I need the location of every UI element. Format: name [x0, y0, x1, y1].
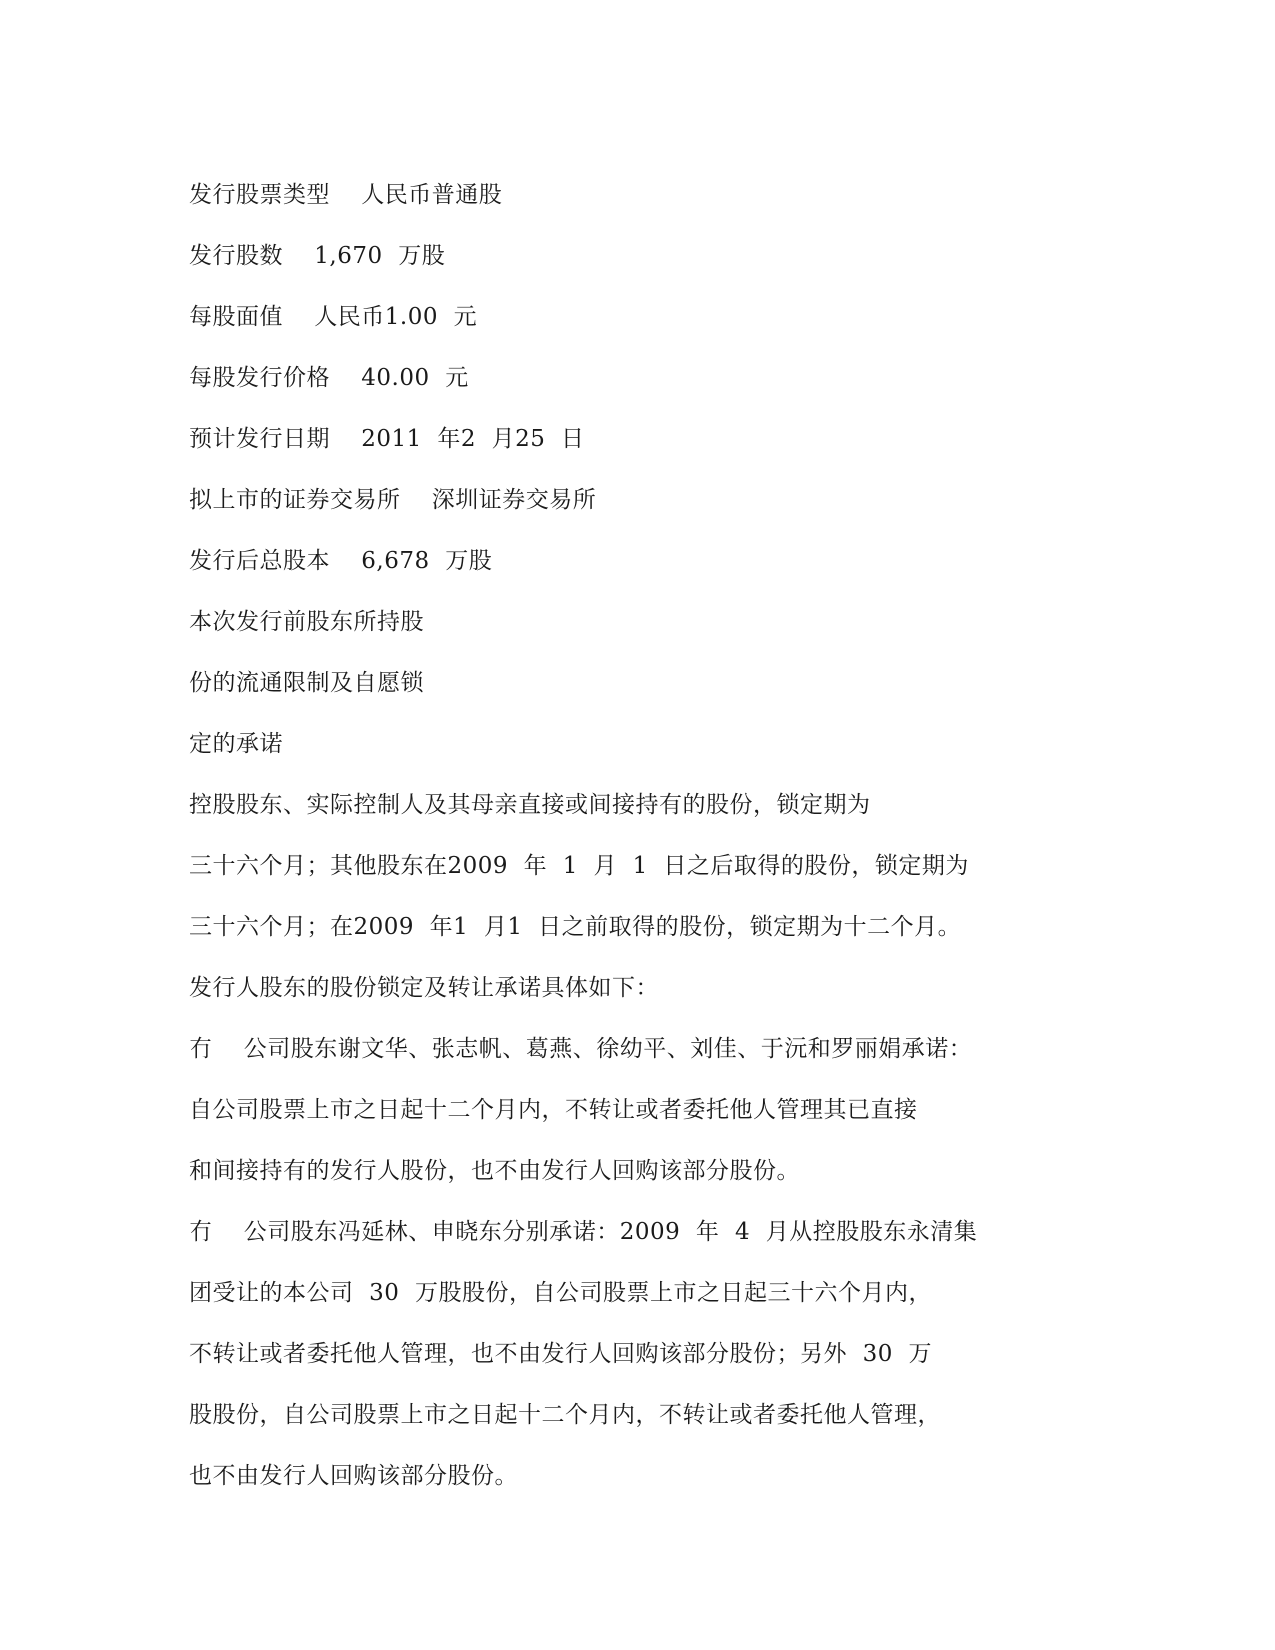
body-text-line: 三十六个月；在2009 年1 月1 日之前取得的股份，锁定期为十二个月。	[189, 914, 962, 940]
issue-share-count-line: 发行股数 1,670 万股	[189, 243, 446, 269]
lockup-heading-line-3: 定的承诺	[189, 731, 283, 757]
body-text-line: 和间接持有的发行人股份，也不由发行人回购该部分股份。	[189, 1158, 800, 1184]
issue-stock-type-line: 发行股票类型 人民币普通股	[189, 182, 503, 208]
lockup-heading-line-2: 份的流通限制及自愿锁	[189, 670, 424, 696]
body-text-line: 控股股东、实际控制人及其母亲直接或间接持有的股份，锁定期为	[189, 792, 871, 818]
body-text-line: 不转让或者委托他人管理，也不由发行人回购该部分股份；另外 30 万	[189, 1341, 933, 1367]
stock-exchange-line: 拟上市的证券交易所 深圳证券交易所	[189, 487, 597, 513]
body-text-line: 冇 公司股东谢文华、张志帆、葛燕、徐幼平、刘佳、于沅和罗丽娟承诺：	[189, 1036, 973, 1062]
body-text-line: 发行人股东的股份锁定及转让承诺具体如下：	[189, 975, 659, 1001]
body-text-line: 股股份，自公司股票上市之日起十二个月内，不转让或者委托他人管理，	[189, 1402, 941, 1428]
body-text-line: 冇 公司股东冯延林、申晓东分别承诺：2009 年 4 月从控股股东永清集	[189, 1219, 978, 1245]
body-text-line: 团受让的本公司 30 万股股份，自公司股票上市之日起三十六个月内，	[189, 1280, 933, 1306]
total-share-capital-line: 发行后总股本 6,678 万股	[189, 548, 493, 574]
issue-price-line: 每股发行价格 40.00 元	[189, 365, 469, 391]
issue-date-line: 预计发行日期 2011 年2 月25 日	[189, 426, 585, 452]
lockup-heading-line-1: 本次发行前股东所持股	[189, 609, 424, 635]
body-text-line: 也不由发行人回购该部分股份。	[189, 1463, 518, 1489]
body-text-line: 自公司股票上市之日起十二个月内，不转让或者委托他人管理其已直接	[189, 1097, 918, 1123]
par-value-line: 每股面值 人民币1.00 元	[189, 304, 478, 330]
body-text-line: 三十六个月；其他股东在2009 年 1 月 1 日之后取得的股份，锁定期为	[189, 853, 969, 879]
